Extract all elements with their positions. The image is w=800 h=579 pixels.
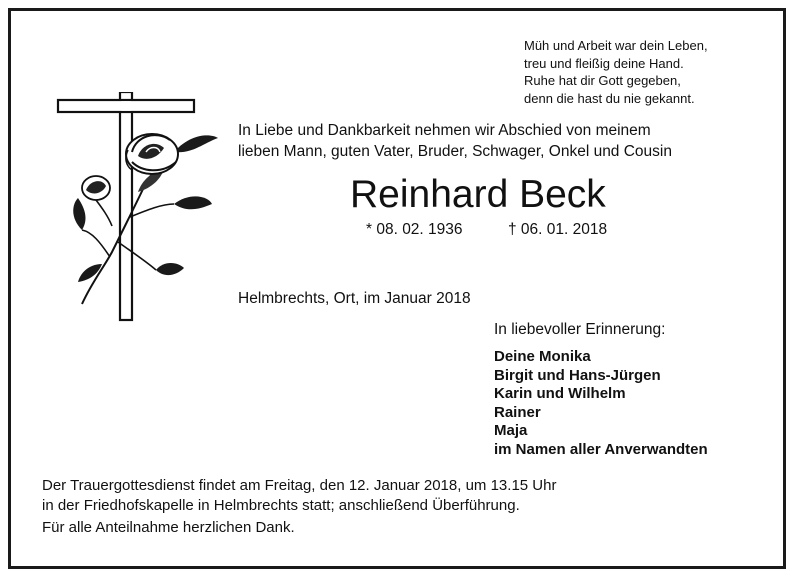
intro-text [238, 120, 672, 162]
mourner-name: Maja [494, 422, 528, 440]
motto-line: Müh und Arbeit war dein Leben, [524, 38, 708, 53]
motto-line: treu und fleißig deine Hand. [524, 55, 684, 71]
mourners-list [494, 348, 708, 460]
intro-line: In Liebe und Dankbarkeit nehmen wir Abschied von meinem [238, 122, 651, 139]
memory-heading: In liebevoller Erinnerung: [494, 321, 666, 338]
mourner-name: Birgit und Hans-Jürgen [494, 366, 661, 384]
motto-line: Ruhe hat dir Gott gegeben, [524, 73, 681, 88]
service-info [42, 476, 556, 516]
mourner-name: Deine Monika [494, 348, 591, 365]
service-line: in der Friedhofskapelle in Helmbrechts statt; anschließend Überführung. [42, 497, 520, 514]
service-line: Der Trauergottesdienst findet am Freitag, den 12. Januar 2018, um 13.15 Uhr [42, 477, 557, 494]
life-dates [366, 221, 608, 239]
motto-verse [524, 37, 708, 107]
birth-date: * 08. 02. 1936 [366, 221, 463, 238]
mourner-name: Karin und Wilhelm [494, 385, 626, 403]
intro-line: lieben Mann, guten Vater, Bruder, Schwager, Onkel und Cousin [238, 143, 672, 160]
thanks-text: Für alle Anteilnahme herzlichen Dank. [42, 519, 295, 536]
motto-line: denn die hast du nie gekannt. [524, 90, 695, 106]
mourner-name: Rainer [494, 403, 541, 421]
place-date: Helmbrechts, Ort, im Januar 2018 [238, 290, 471, 307]
mourner-name: im Namen aller Anverwandten [494, 440, 708, 458]
deceased-name: Reinhard Beck [350, 173, 606, 216]
death-date: † 06. 01. 2018 [508, 221, 608, 238]
